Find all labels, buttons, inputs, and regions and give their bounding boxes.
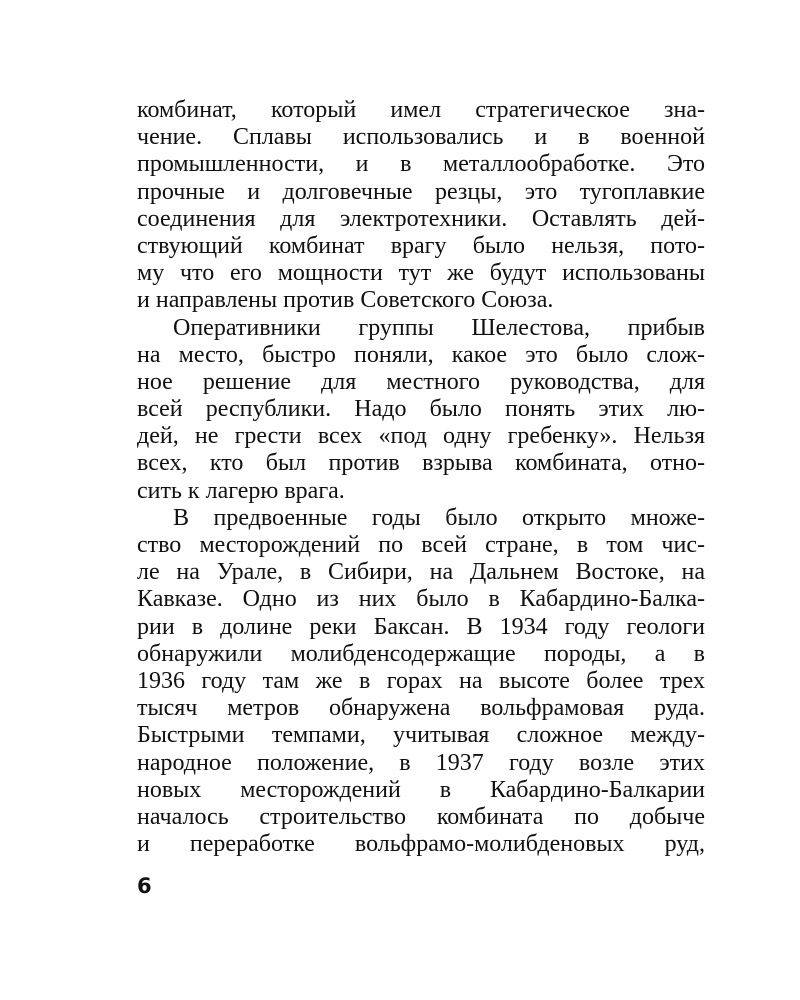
- text-line: народное положение, в 1937 году возле этих: [137, 749, 705, 776]
- text-line: ство месторождений по всей стране, в том чис-: [137, 532, 705, 558]
- text-line: и направлены против Советского Союза.: [137, 287, 554, 314]
- text-line: тысяч метров обнаружена вольфрамовая руда.: [137, 695, 705, 722]
- text-line: чение. Сплавы использовались и в военной: [137, 124, 705, 151]
- text-line: на место, быстро поняли, какое это было слож-: [137, 341, 705, 368]
- text-line: Быстрыми темпами, учитывая сложное между-: [137, 722, 705, 749]
- text-line: и переработке вольфрамо-молибденовых руд,: [137, 831, 705, 858]
- paragraph: [137, 97, 705, 315]
- text-line: всей республики. Надо было понять этих лю-: [137, 396, 705, 423]
- text-line: ное решение для местного руководства, для: [137, 368, 705, 395]
- text-line: обнаружили молибденсодержащие породы, а в: [137, 640, 705, 667]
- text-line: ствующий комбинат врагу было нельзя, пото-: [137, 232, 705, 259]
- text-line: Кавказе. Одно из них было в Кабардино-Балка-: [137, 586, 705, 613]
- text-line: дей, не грести всех «под одну гребенку». Нельзя: [137, 423, 705, 450]
- text-line: прочные и долговечные резцы, это тугоплавкие: [137, 178, 705, 205]
- text-line: сить к лагерю врага.: [137, 477, 345, 504]
- text-line: соединения для электротехники. Оставлять дей-: [137, 205, 705, 232]
- text-line: 1936 году там же в горах на высоте более трех: [137, 667, 705, 694]
- text-line: всех, кто был против взрыва комбината, отно-: [137, 450, 705, 477]
- paragraph: [137, 505, 705, 858]
- text-line: В предвоенные годы было открыто множе-: [173, 504, 705, 531]
- text-line: новых месторождений в Кабардино-Балкарии: [137, 776, 705, 803]
- paragraph: [137, 315, 705, 505]
- text-line: рии в долине реки Баксан. В 1934 году геологи: [137, 613, 705, 640]
- text-line: началось строительство комбината по добыче: [137, 803, 705, 830]
- text-line: му что его мощности тут же будут использованы: [137, 260, 705, 287]
- page-number: 6: [137, 874, 152, 898]
- body-text: [137, 97, 705, 858]
- text-line: промышленности, и в металлообработке. Это: [137, 151, 705, 178]
- text-line: комбинат, который имел стратегическое зна-: [137, 97, 705, 123]
- text-line: Оперативники группы Шелестова, прибыв: [173, 314, 705, 341]
- text-line: ле на Урале, в Сибири, на Дальнем Востоке, на: [137, 559, 705, 586]
